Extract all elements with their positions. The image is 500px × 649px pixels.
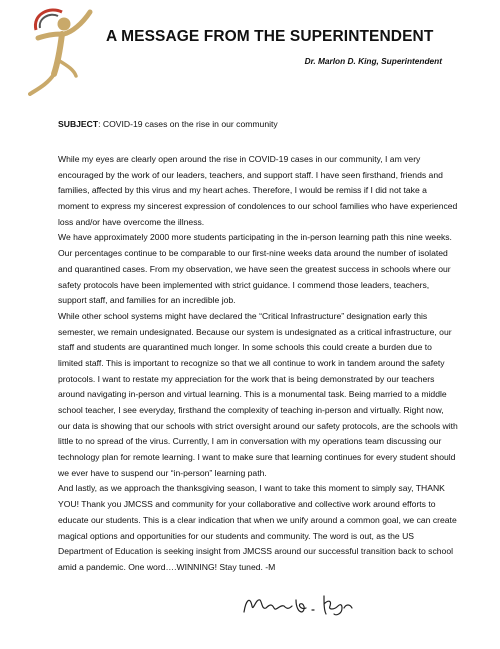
paragraph: While my eyes are clearly open around the rise in COVID-19 cases in our community, I am very encouraged by the work of our leaders, teachers, and support staff. I have seen firsthand, friends and families, affected by this virus and my heart aches. Therefore, I would be remiss if I did not take a moment to express my sincerest expression of condolences to our school families who have experienced loss and/or have overcome the illness. (58, 154, 458, 227)
subject-line (58, 119, 278, 129)
author-byline: Dr. Marlon D. King, Superintendent (304, 56, 442, 66)
district-logo (28, 4, 94, 96)
subject-label: SUBJECT (58, 119, 99, 129)
letter-body (58, 152, 458, 576)
paragraph: While other school systems might have declared the “Critical Infrastructure” designation early this semester, we remain undesignated. Because our system is undesignated as a critical infrastructure, our staff and students are quarantined much longer. In some schools this could create a burden due to limited staff. This is important to recognize so that we all continue to work in tandem around the safety protocols. I want to restate my appreciation for the work that is being demonstrated by our teachers around navigating in-person and virtual learning. This is a monumental task. Being married to a middle school teacher, I see everyday, firsthand the complexity of teaching in-person and virtually. Right now, our data is showing that our schools with strict oversight around our safety protocols, are the schools with little to no spread of the virus. Currently, I am in conversation with my operations team discussing our technology plan for remote learning. I want to make sure that learning continues for every student should we ever have to suspend our “in-person” learning path. (58, 310, 458, 478)
subject-text: : COVID-19 cases on the rise in our community (98, 119, 278, 129)
signature-image (240, 592, 360, 618)
paragraph: We have approximately 2000 more students participating in the in-person learning path this nine weeks. Our percentages continue to be comparable to our first-nine weeks data around the number of isolated and quarantined cases. From my observation, we have seen the greatest success in schools where our safety protocols have been implemented with strict guidance. I commend those leaders, teachers, support staff, and families for an incredible job. (58, 232, 452, 306)
paragraph: And lastly, as we approach the thanksgiving season, I want to take this moment to simply say, THANK YOU! Thank you JMCSS and community for your collaborative and collective work around efforts to educate our students. This is a clear indication that when we unify around a common goal, we can create magical options and opportunities for our students and community. The word is out, as the US Department of Education is seeking insight from JMCSS around our successful transition back to school amid a pandemic. One word….WINNING! Stay tuned. -M (58, 483, 457, 572)
page-title: A MESSAGE FROM THE SUPERINTENDENT (106, 28, 434, 45)
